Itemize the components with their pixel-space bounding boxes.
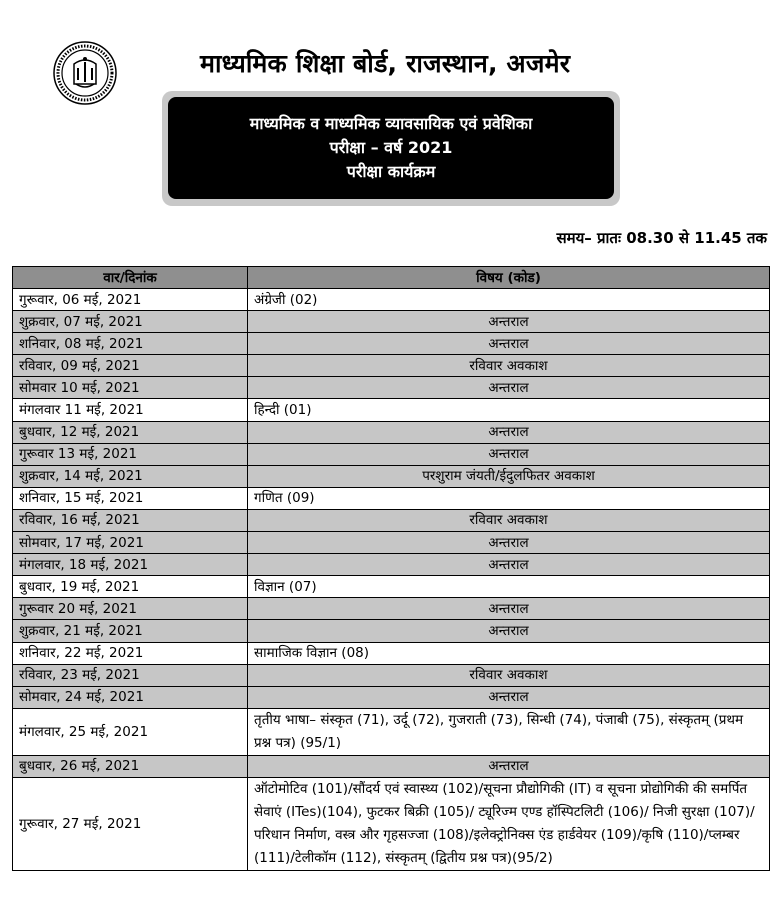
table-row — [13, 443, 770, 465]
row-subject: अन्तराल — [248, 598, 770, 620]
table-row — [13, 355, 770, 377]
row-date: गुरूवार 20 मई, 2021 — [13, 598, 248, 620]
table-row — [13, 532, 770, 554]
table-row — [13, 708, 770, 755]
exam-timing: समय– प्रातः 08.30 से 11.45 तक — [556, 229, 767, 247]
row-date: बुधवार, 12 मई, 2021 — [13, 421, 248, 443]
banner-line-1: माध्यमिक व माध्यमिक व्यावसायिक एवं प्रवेशिका — [249, 114, 533, 133]
row-subject: हिन्दी (01) — [248, 399, 770, 421]
row-subject: विज्ञान (07) — [248, 576, 770, 598]
table-row — [13, 642, 770, 664]
row-subject: अंग्रेजी (02) — [248, 289, 770, 311]
row-subject: अन्तराल — [248, 532, 770, 554]
row-subject: परशुराम जंयती/ईदुलफितर अवकाश — [248, 465, 770, 487]
table-row — [13, 399, 770, 421]
row-subject: गणित (09) — [248, 487, 770, 509]
row-date: गुरूवार 13 मई, 2021 — [13, 443, 248, 465]
table-row — [13, 487, 770, 509]
table-row — [13, 620, 770, 642]
row-date: मंगलवार, 25 मई, 2021 — [13, 708, 248, 755]
row-date: सोमवार 10 मई, 2021 — [13, 377, 248, 399]
table-row — [13, 598, 770, 620]
table-row — [13, 686, 770, 708]
table-row — [13, 509, 770, 531]
row-subject: सामाजिक विज्ञान (08) — [248, 642, 770, 664]
row-subject: तृतीय भाषा– संस्कृत (71), उर्दू (72), गुजराती (73), सिन्धी (74), पंजाबी (75), संस्कृतम् (प्रथम प्रश्न पत्र) (95/1) — [248, 708, 770, 755]
table-header-row — [13, 267, 770, 289]
row-subject: अन्तराल — [248, 755, 770, 777]
row-subject: अन्तराल — [248, 333, 770, 355]
table-row — [13, 755, 770, 777]
row-subject: अन्तराल — [248, 311, 770, 333]
row-subject: रविवार अवकाश — [248, 509, 770, 531]
row-date: रविवार, 23 मई, 2021 — [13, 664, 248, 686]
row-subject: रविवार अवकाश — [248, 355, 770, 377]
row-subject: अन्तराल — [248, 443, 770, 465]
table-row — [13, 576, 770, 598]
column-header-subject: विषय (कोड) — [248, 267, 770, 289]
row-date: मंगलवार 11 मई, 2021 — [13, 399, 248, 421]
column-header-day-date: वार/दिनांक — [13, 267, 248, 289]
row-date: शनिवार, 22 मई, 2021 — [13, 642, 248, 664]
table-row — [13, 664, 770, 686]
row-date: मंगलवार, 18 मई, 2021 — [13, 554, 248, 576]
row-subject: अन्तराल — [248, 686, 770, 708]
row-date: शनिवार, 15 मई, 2021 — [13, 487, 248, 509]
row-date: बुधवार, 26 मई, 2021 — [13, 755, 248, 777]
table-row — [13, 554, 770, 576]
row-date: बुधवार, 19 मई, 2021 — [13, 576, 248, 598]
row-subject: अन्तराल — [248, 554, 770, 576]
row-date: गुरूवार, 06 मई, 2021 — [13, 289, 248, 311]
row-date: गुरूवार, 27 मई, 2021 — [13, 777, 248, 870]
row-subject: अन्तराल — [248, 620, 770, 642]
board-title: माध्यमिक शिक्षा बोर्ड, राजस्थान, अजमेर — [200, 49, 571, 78]
table-row — [13, 421, 770, 443]
schedule-body — [13, 289, 770, 871]
table-row — [13, 333, 770, 355]
banner-line-2: परीक्षा – वर्ष 2021 — [329, 138, 453, 157]
row-subject: अन्तराल — [248, 421, 770, 443]
row-date: रविवार, 09 मई, 2021 — [13, 355, 248, 377]
table-row — [13, 377, 770, 399]
row-date: शुक्रवार, 14 मई, 2021 — [13, 465, 248, 487]
banner-line-3: परीक्षा कार्यक्रम — [346, 162, 436, 181]
row-subject: रविवार अवकाश — [248, 664, 770, 686]
table-row — [13, 777, 770, 870]
table-row — [13, 311, 770, 333]
table-row — [13, 465, 770, 487]
row-subject: ऑटोमोटिव (101)/सौंदर्य एवं स्वास्थ्य (102)/सूचना प्रौद्योगिकी (IT) व सूचना प्रोद्योगिकी की समर्पित सेवाएं (ITes)(104), फुटकर बिक्री (105)/ ट्यूरिज्म एण्ड हॉस्पिटलिटी (106)/ निजी सुरक्षा (107)/परिधान निर्माण, वस्त्र और गृहसज्जा (108)/इलेक्ट्रोनिक्स एंड हार्डवेयर (109)/कृषि (110)/प्लम्बर (111)/टेलीकॉम (112), संस्कृतम् (द्वितीय प्रश्न पत्र)(95/2) — [248, 777, 770, 870]
table-row — [13, 289, 770, 311]
row-date: शुक्रवार, 07 मई, 2021 — [13, 311, 248, 333]
row-date: शनिवार, 08 मई, 2021 — [13, 333, 248, 355]
row-date: सोमवार, 24 मई, 2021 — [13, 686, 248, 708]
exam-schedule-table — [12, 266, 770, 871]
row-date: रविवार, 16 मई, 2021 — [13, 509, 248, 531]
row-date: शुक्रवार, 21 मई, 2021 — [13, 620, 248, 642]
row-subject: अन्तराल — [248, 377, 770, 399]
board-seal-logo — [52, 40, 118, 106]
exam-banner — [168, 97, 614, 199]
row-date: सोमवार, 17 मई, 2021 — [13, 532, 248, 554]
